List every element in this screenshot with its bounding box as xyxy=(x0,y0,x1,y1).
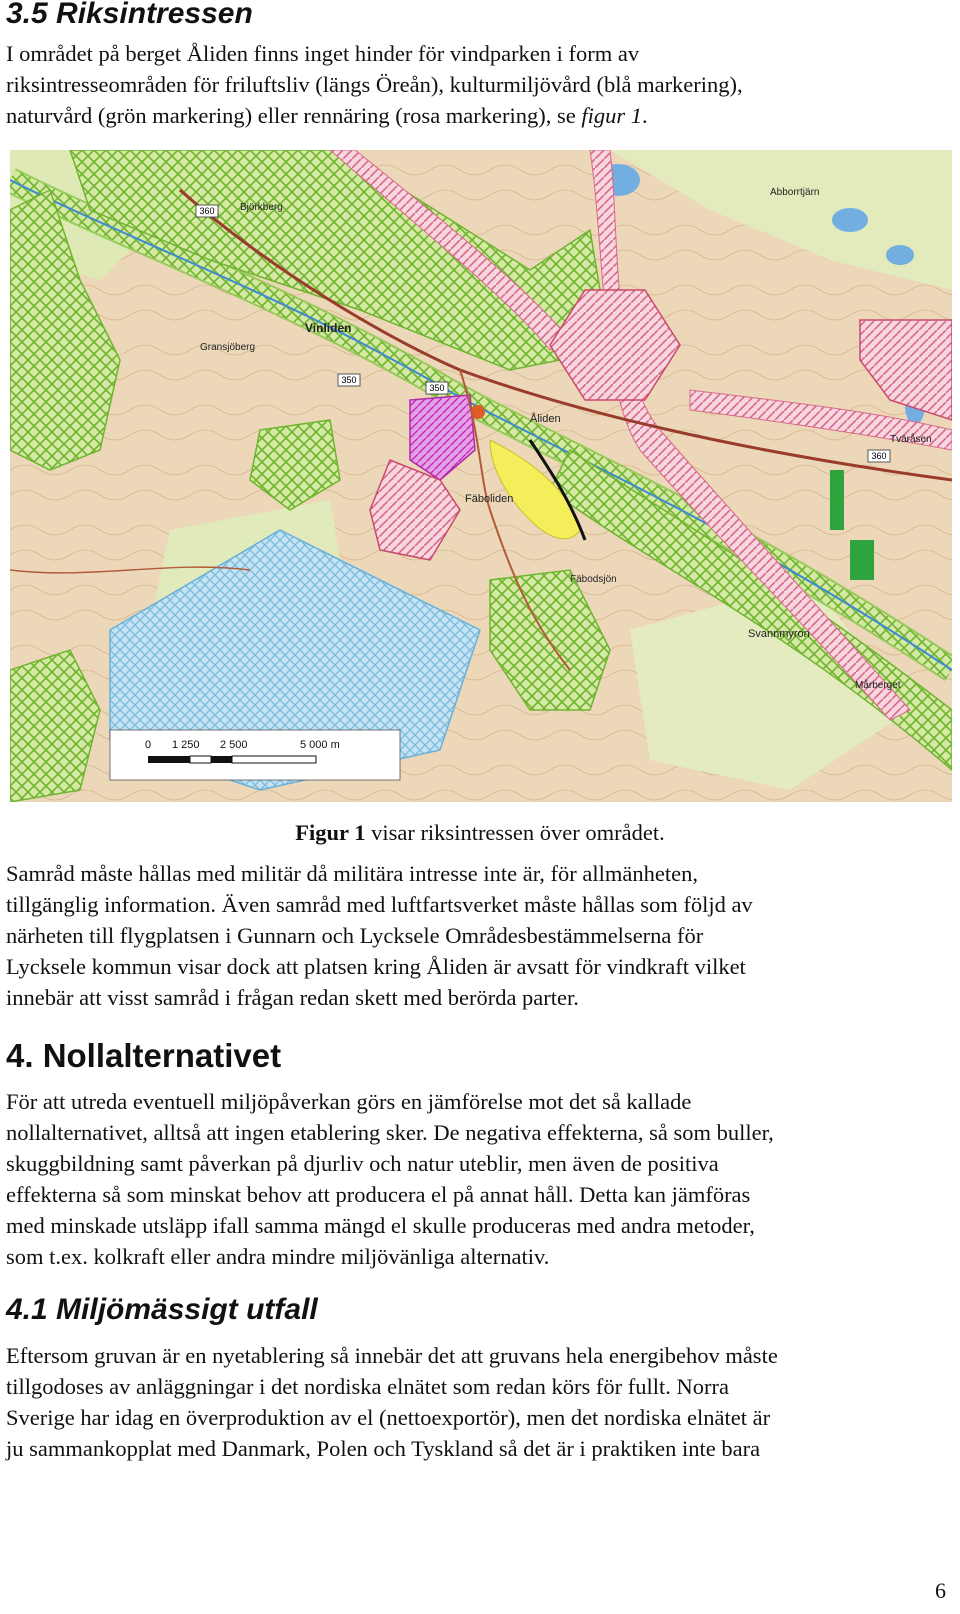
text-line: riksintresseområden för friluftsliv (längs Öreån), kulturmiljövård (blå markering), xyxy=(6,72,743,97)
scale-segment xyxy=(211,756,232,763)
riksintressen-paragraph xyxy=(6,38,946,131)
caption-text: visar riksintressen över området. xyxy=(365,820,665,845)
wetland xyxy=(830,470,844,530)
text-line: som t.ex. kolkraft eller andra mindre miljövänliga alternativ. xyxy=(6,1244,550,1269)
text-line xyxy=(6,100,946,131)
figure-caption xyxy=(0,820,960,846)
place-name: Fäboliden xyxy=(465,493,514,505)
place-name: Svannmyron xyxy=(748,628,810,640)
text-line: Sverige har idag en överproduktion av el (nettoexportör), men det nordiska elnätet är xyxy=(6,1405,771,1430)
section-title-nollalternativet: 4. Nollalternativet xyxy=(6,1037,282,1074)
page-number: 6 xyxy=(935,1578,946,1603)
text-line: Eftersom gruvan är en nyetablering så innebär det att gruvans hela energibehov måste xyxy=(6,1343,778,1368)
miljomassigt-utfall-paragraph xyxy=(6,1340,946,1464)
place-name: Vinliden xyxy=(305,321,352,335)
caption-label: Figur 1 xyxy=(295,820,366,845)
place-name: Fäbodsjön xyxy=(570,574,617,585)
road-number: 350 xyxy=(429,383,445,393)
text-line: tillgodoses av anläggningar i det nordiska elnätet som redan körs för fullt. Norra xyxy=(6,1374,729,1399)
lake xyxy=(886,245,914,265)
scale-label: 1 250 xyxy=(172,739,200,751)
section-title-miljomassigt-utfall: 4.1 Miljömässigt utfall xyxy=(6,1293,318,1326)
text-fragment: naturvård (grön markering) eller rennäring (rosa markering), se xyxy=(6,103,582,128)
place-name: Åliden xyxy=(530,413,561,425)
place-name: Abborrtjärn xyxy=(770,187,820,198)
text-line: ju sammankopplat med Danmark, Polen och Tyskland så det är i praktiken inte bara xyxy=(6,1436,761,1461)
section-title-riksintressen: 3.5 Riksintressen xyxy=(6,0,253,30)
text-line: med minskade utsläpp ifall samma mängd el skulle produceras med andra metoder, xyxy=(6,1213,755,1238)
wetland xyxy=(850,540,874,580)
text-line: skuggbildning samt påverkan på djurliv och natur uteblir, men även de positiva xyxy=(6,1151,719,1176)
text-line: närheten till flygplatsen i Gunnarn och Lycksele Områdesbestämmelserna för xyxy=(6,923,704,948)
place-name: Tväråsen xyxy=(890,434,932,445)
text-line: Samråd måste hållas med militär då militära intresse inte är, för allmänheten, xyxy=(6,861,698,886)
scale-bar xyxy=(110,730,400,780)
text-line: effekterna så som minskat behov att producera el på annat håll. Detta kan jämföras xyxy=(6,1182,751,1207)
text-line: tillgänglig information. Även samråd med luftfartsverket måste hållas som följd av xyxy=(6,892,753,917)
text-line: nollalternativet, alltså att ingen etablering sker. De negativa effekterna, så som buller, xyxy=(6,1120,774,1145)
scale-label: 5 000 m xyxy=(300,739,340,751)
place-name: Gransjöberg xyxy=(200,342,256,353)
text-line: innebär att visst samråd i frågan redan skett med berörda parter. xyxy=(6,985,579,1010)
place-name: Mårberget xyxy=(855,680,901,691)
scale-bar-box xyxy=(110,730,400,780)
scale-segment xyxy=(232,756,316,763)
text-line: För att utreda eventuell miljöpåverkan görs en jämförelse mot det så kallade xyxy=(6,1089,692,1114)
lake xyxy=(832,208,868,232)
figure-reference: figur 1 xyxy=(581,103,643,128)
text-line: I området på berget Åliden finns inget hinder för vindparken i form av xyxy=(6,41,640,66)
text-fragment: . xyxy=(642,103,648,128)
scale-segment xyxy=(190,756,211,763)
samrad-paragraph xyxy=(6,858,946,1013)
text-line: Lycksele kommun visar dock att platsen kring Åliden är avsatt för vindkraft vilket xyxy=(6,954,746,979)
scale-segment xyxy=(148,756,190,763)
scale-label: 2 500 xyxy=(220,739,248,751)
riksintressen-map xyxy=(10,150,952,802)
road-number: 360 xyxy=(871,451,887,461)
scale-label: 0 xyxy=(145,739,152,751)
place-name: Björkberg xyxy=(240,202,283,213)
road-number: 360 xyxy=(199,206,215,216)
road-number: 350 xyxy=(341,375,357,385)
nollalternativet-paragraph xyxy=(6,1086,946,1272)
